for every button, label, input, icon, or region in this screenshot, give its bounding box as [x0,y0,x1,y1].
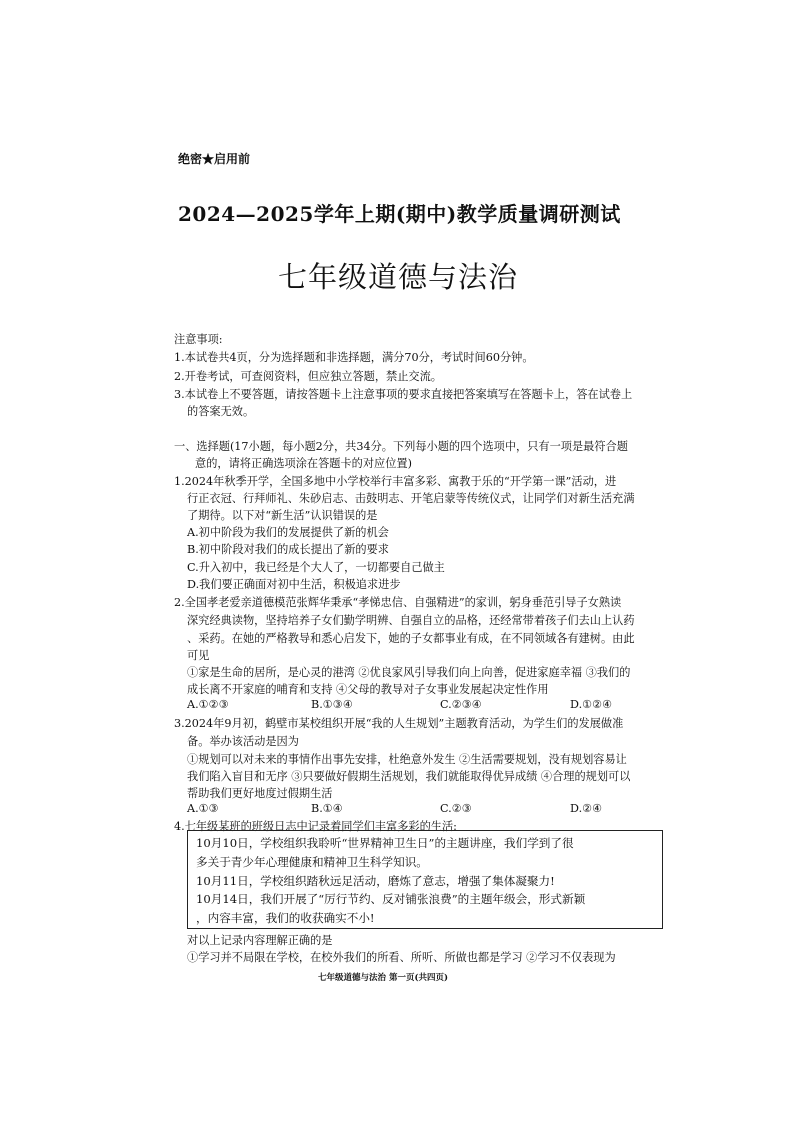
question-4-statement: ①学习并不局限在学校，在校外我们的所看、所听、所做也都是学习 ②学习不仅表现为 [187,951,616,964]
question-2-option-c: C.②③④ [440,698,482,711]
question-3-option-d: D.②④ [570,802,603,815]
question-3-line: ①规划可以对未来的事情作出事先安排，杜绝意外发生 ②生活需要规划，没有规划容易让 [187,753,627,766]
question-1-option-b: B.初中阶段对我们的成长提出了新的要求 [187,543,389,556]
exam-title: 2024—2025学年上期(期中)教学质量调研测试 [178,202,621,226]
question-2-line: 成长离不开家庭的哺育和支持 ④父母的教导对子女事业发展起决定性作用 [187,683,549,696]
class-log-line: 10月10日，学校组织我聆听“世界精神卫生日”的主题讲座，我们学到了很 [196,836,574,850]
question-3-option-c: C.②③ [440,802,472,815]
question-2-option-a: A.①②③ [187,698,229,711]
page-footer: 七年级道德与法治 第一页(共四页) [318,973,449,983]
question-1-line: 了期待。以下对“新生活”认识错误的是 [187,509,378,522]
confidential-mark: 绝密★启用前 [178,152,251,166]
question-4-intro: 4.七年级某班的班级日志中记录着同学们丰富多彩的生活: [174,820,457,833]
class-log-line: 10月14日，我们开展了“厉行节约、反对铺张浪费”的主题年级会，形式新颖 [196,892,586,906]
question-3-line: 备。举办该活动是因为 [187,735,299,748]
notes-heading: 注意事项: [174,333,223,346]
question-1-option-c: C.升入初中，我已经是个大人了，一切都要自己做主 [187,561,445,574]
question-2-option-d: D.①②④ [570,698,613,711]
section-heading-cont: 意的，请将正确选项涂在答题卡的对应位置) [195,457,412,470]
note-item: 3.本试卷上不要答题，请按答题卡上注意事项的要求直接把答案填写在答题卡上，答在试卷上 [174,388,633,401]
question-3-line: 我们陷入盲目和无序 ③只要做好假期生活规划，我们就能取得优异成绩 ④合理的规划可以 [187,770,631,783]
question-3-option-a: A.①③ [187,802,219,815]
question-1-line: 1.2024年秋季开学，全国多地中小学校举行丰富多彩、寓教于乐的“开学第一课”活动，进 [174,475,617,488]
note-item: 2.开卷考试，可查阅资料，但应独立答题，禁止交流。 [174,370,442,383]
question-3-line: 帮助我们更好地度过假期生活 [187,787,333,800]
question-2-option-b: B.①③④ [311,698,353,711]
question-2-line: 、采药。在她的严格教导和悉心启发下，她的子女都事业有成，在不同领域各有建树。由此 [187,632,635,645]
subject-title: 七年级道德与法治 [278,260,519,294]
question-4-prompt: 对以上记录内容理解正确的是 [187,934,333,947]
note-item: 1.本试卷共4页，分为选择题和非选择题，满分70分，考试时间60分钟。 [174,351,534,364]
question-1-option-a: A.初中阶段为我们的发展提供了新的机会 [187,526,389,539]
question-2-line: ①家是生命的居所，是心灵的港湾 ②优良家风引导我们向上向善，促进家庭幸福 ③我们的 [187,666,631,679]
class-log-box [187,830,663,929]
question-3-option-b: B.①④ [311,802,343,815]
question-3-line: 3.2024年9月初，鹤壁市某校组织开展“我的人生规划”主题教育活动，为学生们的发展做准 [174,717,624,730]
class-log-line: ，内容丰富，我们的收获确实不小! [196,911,375,925]
question-1-option-d: D.我们要正确面对初中生活，积极追求进步 [187,578,401,591]
note-item: 的答案无效。 [187,405,255,418]
class-log-line: 多关于青少年心理健康和精神卫生科学知识。 [196,855,428,869]
question-1-line: 行正衣冠、行拜师礼、朱砂启志、击鼓明志、开笔启蒙等传统仪式，让同学们对新生活充满 [187,492,635,505]
question-2-line: 2.全国孝老爱亲道德模范张辉华秉承“孝悌忠信、自强精进”的家训，躬身垂范引导子女熟读 [174,596,622,609]
section-heading: 一、选择题(17小题，每小题2分，共34分。下列每小题的四个选项中，只有一项是最符合题 [174,440,628,453]
class-log-line: 10月11日，学校组织踏秋远足活动，磨炼了意志，增强了集体凝聚力! [196,874,555,888]
question-2-line: 可见 [187,649,210,662]
question-2-line: 深究经典读物，坚持培养子女们勤学明辨、自强自立的品格，还经常带着孩子们去山上认药 [187,614,635,627]
